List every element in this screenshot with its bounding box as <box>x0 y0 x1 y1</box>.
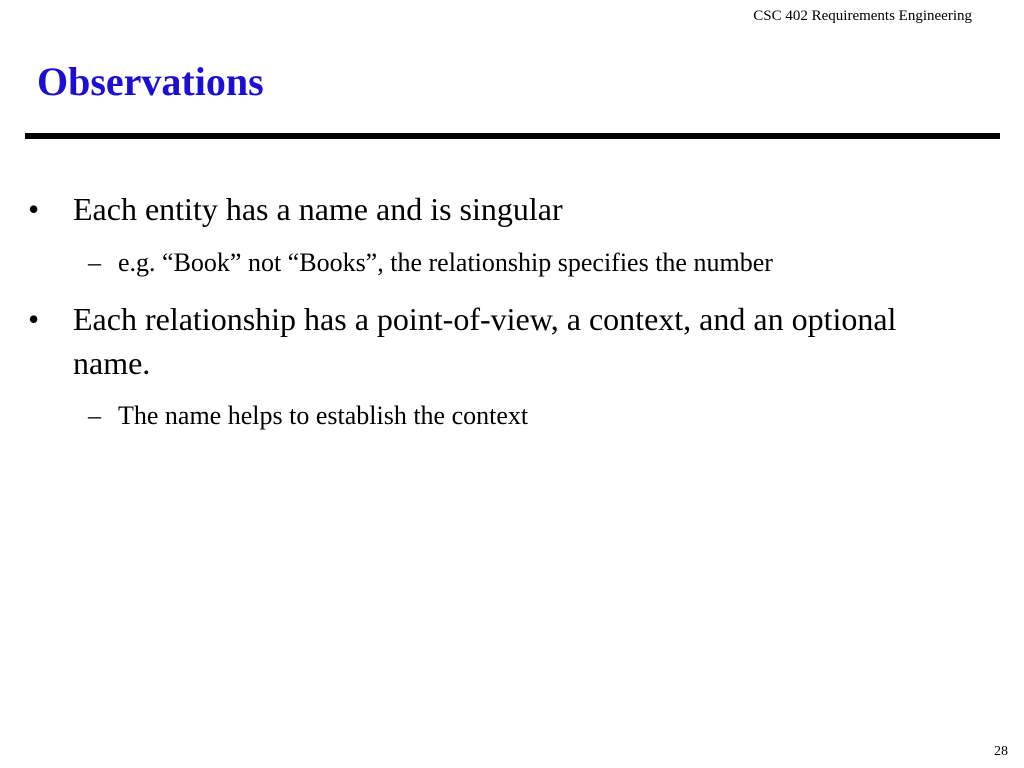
bullet-marker: • <box>28 191 40 227</box>
bullet-marker: • <box>28 301 40 337</box>
sub-bullet-marker: – <box>88 401 101 430</box>
bullet-text: Each relationship has a point-of-view, a context, and an optional name. <box>73 301 897 381</box>
sub-bullet-marker: – <box>88 248 101 277</box>
sub-bullet-text: e.g. “Book” not “Books”, the relationship specifies the number <box>118 248 773 277</box>
sub-bullet-item <box>88 246 988 280</box>
sub-bullet-item <box>88 399 988 433</box>
page-number: 28 <box>994 744 1008 759</box>
title-divider <box>25 133 1000 139</box>
bullet-item <box>28 187 978 231</box>
sub-bullet-text: The name helps to establish the context <box>118 401 529 430</box>
slide-title: Observations <box>37 59 264 104</box>
bullet-text: Each entity has a name and is singular <box>73 191 563 227</box>
course-header: CSC 402 Requirements Engineering <box>753 8 972 24</box>
bullet-item <box>28 297 978 385</box>
